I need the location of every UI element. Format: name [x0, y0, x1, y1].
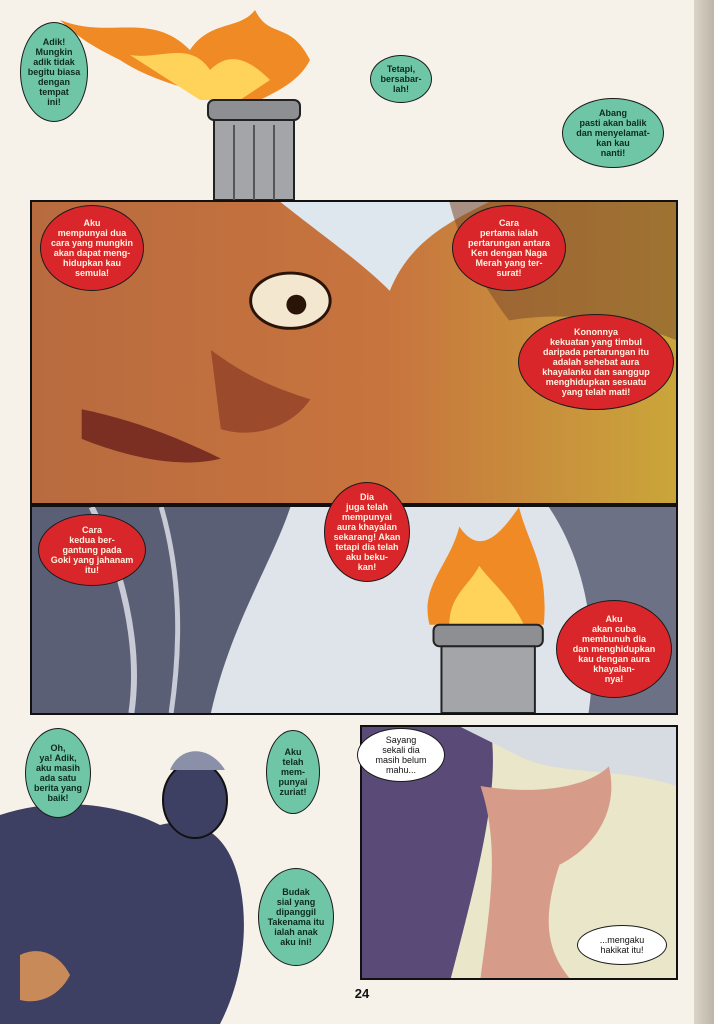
speech-bubble-12: Sayang sekali dia masih belum mahu... [357, 728, 445, 782]
speech-bubble-8: Dia juga telah mempunyai aura khayalan sekarang! Akan tetapi dia telah aku beku- kan! [324, 482, 410, 582]
page-edge [694, 0, 714, 1024]
speech-bubble-11: Aku telah mem- punyai zuriat! [266, 730, 320, 814]
speech-bubble-10: Oh, ya! Adik, aku masih ada satu berita yang baik! [25, 728, 91, 818]
speech-bubble-13: Budak sial yang dipanggil Takenama itu ialah anak aku ini! [258, 868, 334, 966]
torch-cap-top [208, 100, 300, 120]
torch-top-illustration [0, 0, 694, 200]
figure-head [163, 762, 227, 838]
page-number: 24 [354, 986, 370, 1001]
speech-bubble-9: Aku akan cuba membunuh dia dan menghidupkan kau dengan aura khayalan- nya! [556, 600, 672, 698]
speech-bubble-7: Cara kedua ber- gantung pada Goki yang jahanam itu! [38, 514, 146, 586]
speech-bubble-14: ...mengaku hakikat itu! [577, 925, 667, 965]
speech-bubble-2: Tetapi, bersabar- lah! [370, 55, 432, 103]
speech-bubble-3: Abang pasti akan balik dan menyelamat- kan kau nanti! [562, 98, 664, 168]
panel-torch-top [0, 0, 694, 200]
torch-cap-middle [434, 625, 543, 647]
speech-bubble-6: Kononnya kekuatan yang timbul daripada pertarungan itu adalah sehebat aura khayalanku dan sanggup menghidupkan sesuatu yang telah mati! [518, 314, 674, 410]
torch-pillar-middle [441, 646, 534, 713]
speech-bubble-5: Cara pertama ialah pertarungan antara Ken dengan Naga Merah yang ter- surat! [452, 205, 566, 291]
speech-bubble-1: Adik! Mungkin adik tidak begitu biasa dengan tempat ini! [20, 22, 88, 122]
speech-bubble-4: Aku mempunyai dua cara yang mungkin akan dapat meng- hidupkan kau semula! [40, 205, 144, 291]
